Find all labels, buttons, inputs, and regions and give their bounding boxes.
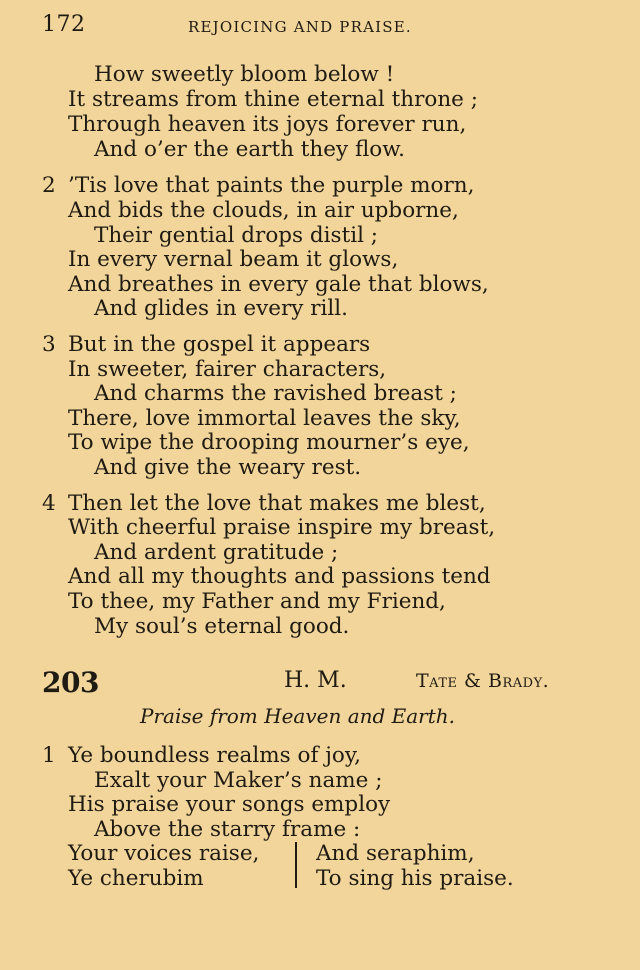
verse-line: Ye cherubim [68,866,204,891]
verse-line: With cheerful praise inspire my breast, [68,515,496,540]
verse-line: Above the starry frame : [94,817,361,842]
verse-line: How sweetly bloom below ! [94,62,395,87]
verse-line: And give the weary rest. [94,455,362,480]
verse-line: My soul’s eternal good. [94,614,350,639]
verse-line: And bids the clouds, in air upborne, [68,198,459,223]
verse-line: Your voices raise, [68,841,260,866]
hymn-number: 203 [42,666,99,699]
verse-line: Through heaven its joys forever run, [68,112,467,137]
verse-line: And charms the ravished breast ; [94,381,457,406]
hymn-author: Tate & Brady. [416,670,550,692]
verse-line: It streams from thine eternal throne ; [68,87,478,112]
column-divider [295,842,297,888]
stanza-number: 3 [42,332,56,357]
stanza-number: 2 [42,173,56,198]
verse-line: His praise your songs employ [68,792,391,817]
verse-line: To sing his praise. [316,866,514,891]
verse-line: But in the gospel it appears [68,332,371,357]
hymn-subtitle: Praise from Heaven and Earth. [140,704,456,728]
verse-line: And breathes in every gale that blows, [68,272,489,297]
verse-line: To wipe the drooping mourner’s eye, [68,430,470,455]
verse-line: Exalt your Maker’s name ; [94,768,383,793]
verse-line: In sweeter, fairer characters, [68,357,387,382]
verse-line: In every vernal beam it glows, [68,247,399,272]
verse-line: There, love immortal leaves the sky, [68,406,461,431]
verse-line: ’Tis love that paints the purple morn, [68,173,475,198]
verse-line: Their gential drops distil ; [94,223,379,248]
stanza-number: 4 [42,491,56,516]
verse-line: And glides in every rill. [94,296,348,321]
verse-line: And o’er the earth they flow. [94,137,405,162]
stanza-number: 1 [42,743,56,768]
verse-line: And seraphim, [316,841,475,866]
verse-line: And all my thoughts and passions tend [68,564,491,589]
verse-line: To thee, my Father and my Friend, [68,589,446,614]
verse-line: Ye boundless realms of joy, [68,743,361,768]
page-number: 172 [42,12,86,37]
verse-line: And ardent gratitude ; [94,540,339,565]
hymn-meter: H. M. [284,668,347,693]
running-header-title: REJOICING AND PRAISE. [188,18,412,36]
verse-line: Then let the love that makes me blest, [68,491,486,516]
